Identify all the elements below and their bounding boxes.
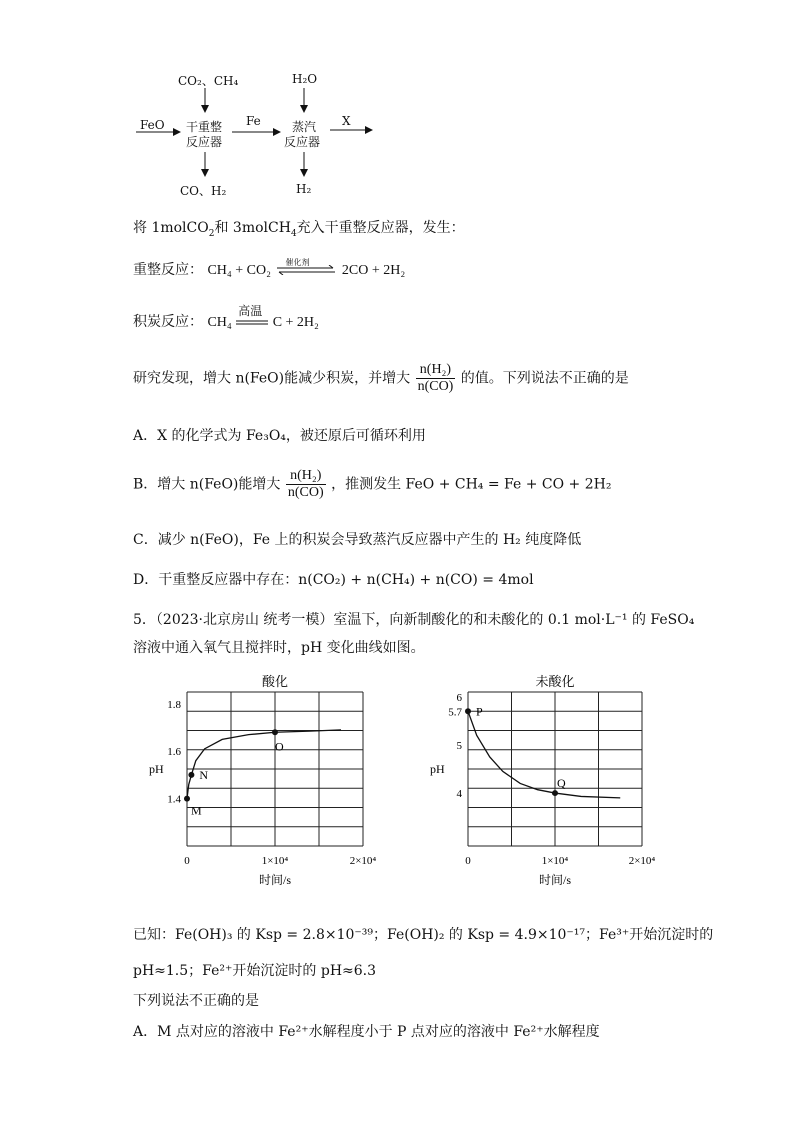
y-tick-label: 1.4 <box>167 793 181 806</box>
x-axis-label: 时间/s <box>258 873 292 887</box>
x-tick-label: 2×10⁴ <box>349 855 377 867</box>
point-label-o: O <box>275 739 284 754</box>
intro-part-1: 将 1molCO <box>133 220 209 236</box>
point-q <box>552 790 558 796</box>
reform-condition: 催化剂 <box>285 258 310 267</box>
flow-reactor-2-line1: 蒸汽 <box>292 120 317 134</box>
flow-label-fe: Fe <box>246 114 261 128</box>
option-b-fraction <box>286 468 326 501</box>
flow-reactor-2-line2: 反应器 <box>284 135 321 149</box>
carbon-eq-left: CH₄ <box>207 315 232 330</box>
flow-reactor-1-line1: 干重整 <box>186 120 223 134</box>
question-5-stem: 下列说法不正确的是 <box>133 993 259 1009</box>
reform-label: 重整反应： <box>133 262 203 278</box>
research-fraction <box>416 362 456 395</box>
reform-reaction <box>133 260 405 281</box>
carbon-reaction <box>133 304 319 333</box>
research-post: 的值。下列说法不正确的是 <box>460 370 629 387</box>
point-label-q: Q <box>557 776 566 791</box>
point-label-n: N <box>199 767 209 782</box>
x-tick-label: 2×10⁴ <box>628 855 656 867</box>
flow-out-co-h2: CO、H₂ <box>180 184 227 198</box>
question-5-line2: 溶液中通入氧气且搅拌时，pH 变化曲线如图。 <box>133 640 425 656</box>
question-5-option-a: A．M 点对应的溶液中 Fe²⁺水解程度小于 P 点对应的溶液中 Fe²⁺水解程度 <box>133 1024 600 1040</box>
y-axis-label: pH <box>430 762 445 776</box>
chart-title: 未酸化 <box>535 674 575 689</box>
point-label-p: P <box>476 704 483 719</box>
y-tick-label: 6 <box>456 691 462 704</box>
intro-part-2: 和 3molCH <box>214 220 291 236</box>
option-b-post: ，推测发生 FeO + CH₄ = Fe + CO + 2H₂ <box>331 476 612 493</box>
y-tick-label: 5.7 <box>448 706 462 719</box>
option-b-pre: B．增大 n(FeO)能增大 <box>133 476 281 493</box>
x-tick-label: 0 <box>184 855 190 867</box>
point-m <box>184 796 190 802</box>
flow-reactor-1-line2: 反应器 <box>186 135 223 149</box>
point-label-m: M <box>191 803 202 818</box>
reform-reversible-arrow <box>275 258 337 277</box>
flow-feed-co2-ch4: CO₂、CH₄ <box>178 74 239 88</box>
question-5-line1: 5．（2023·北京房山 统考一模）室温下，向新制酸化的和未酸化的 0.1 mol·L⁻¹ 的 FeSO₄ <box>133 612 695 628</box>
flow-arrows <box>0 0 794 210</box>
known-line1: 已知：Fe(OH)₃ 的 Ksp = 2.8×10⁻³⁹；Fe(OH)₂ 的 Ksp = 4.9×10⁻¹⁷；Fe³⁺开始沉淀时的 <box>133 927 714 943</box>
research-numerator: n(H₂) <box>416 362 456 379</box>
option-b <box>133 468 611 501</box>
flow-input-feo: FeO <box>140 118 165 132</box>
research-pre: 研究发现，增大 n(FeO)能减少积炭，并增大 <box>133 370 411 387</box>
intro-line: 将 1molCO$_2$和 3molCH$_4$充入干重整反应器，发生： <box>133 220 465 239</box>
point-o <box>272 729 278 735</box>
flow-feed-h2o: H₂O <box>292 72 318 86</box>
ph-curve <box>468 711 620 798</box>
option-d: D．干重整反应器中存在：n(CO₂) + n(CH₄) + n(CO) = 4mol <box>133 572 534 588</box>
known-line2: pH≈1.5；Fe²⁺开始沉淀时的 pH≈6.3 <box>133 963 377 979</box>
carbon-eq-right: C + 2H₂ <box>272 315 319 330</box>
carbon-condition-arrow <box>236 304 268 329</box>
ph-charts <box>0 670 794 900</box>
flow-out-h2: H₂ <box>296 182 312 196</box>
point-p <box>465 708 471 714</box>
reform-eq-right: 2CO + 2H₂ <box>341 263 406 278</box>
research-statement <box>133 362 629 395</box>
chart-title: 酸化 <box>261 674 289 689</box>
x-tick-label: 0 <box>465 855 471 867</box>
x-axis-label: 时间/s <box>538 873 572 887</box>
intro-part-3: 充入干重整反应器，发生： <box>296 220 465 236</box>
flow-label-x: X <box>342 114 351 128</box>
y-tick-label: 5 <box>456 739 462 752</box>
option-c: C．减少 n(FeO)，Fe 上的积炭会导致蒸汽反应器中产生的 H₂ 纯度降低 <box>133 532 582 548</box>
y-tick-label: 1.6 <box>167 746 181 759</box>
x-tick-label: 1×10⁴ <box>541 855 569 867</box>
point-n <box>188 772 194 778</box>
y-axis-label: pH <box>149 762 164 776</box>
option-a: A．X 的化学式为 Fe₃O₄，被还原后可循环利用 <box>133 428 426 444</box>
y-tick-label: 4 <box>456 788 462 801</box>
reform-eq-left: CH₄ + CO₂ <box>207 263 272 278</box>
research-denominator: n(CO) <box>417 379 454 394</box>
carbon-condition: 高温 <box>238 304 263 318</box>
carbon-label: 积炭反应： <box>133 314 203 330</box>
x-tick-label: 1×10⁴ <box>261 855 289 867</box>
y-tick-label: 1.8 <box>167 698 181 711</box>
option-b-denominator: n(CO) <box>287 485 324 500</box>
option-b-numerator: n(H₂) <box>286 468 326 485</box>
